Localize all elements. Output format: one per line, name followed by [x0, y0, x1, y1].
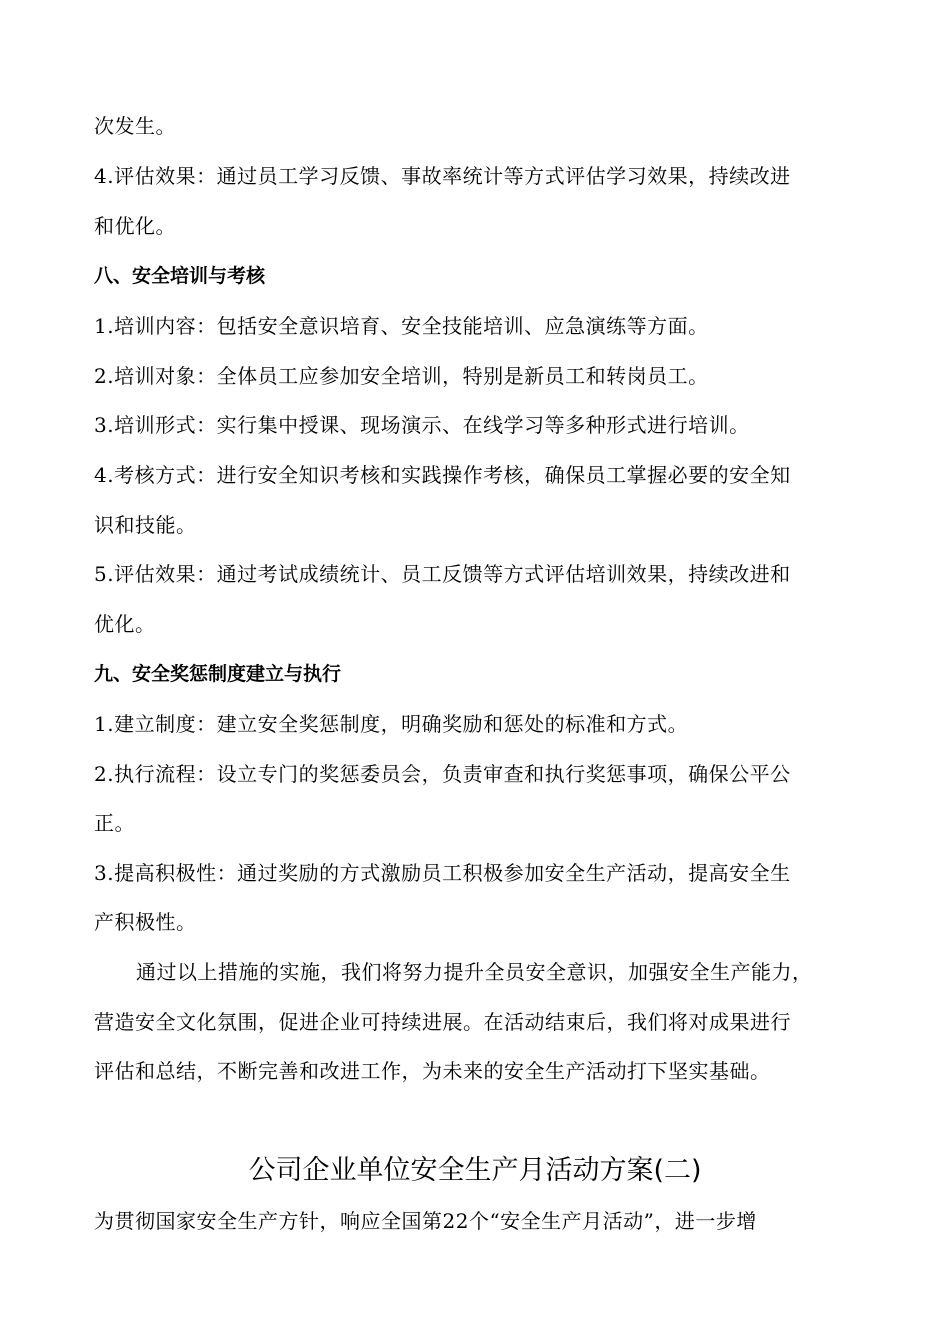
text-line: 2.培训对象：全体员工应参加安全培训，特别是新员工和转岗员工。	[94, 364, 709, 388]
text-line: 正。	[94, 811, 135, 835]
text-line: 3.培训形式：实行集中授课、现场演示、在线学习等多种形式进行培训。	[94, 413, 750, 437]
section-heading-9: 九、安全奖惩制度建立与执行	[94, 663, 342, 685]
text-line: 4.评估效果：通过员工学习反馈、事故率统计等方式评估学习效果，持续改进	[94, 164, 791, 188]
section-heading-8: 八、安全培训与考核	[94, 265, 266, 287]
text-line: 产积极性。	[94, 910, 197, 934]
document-title: 公司企业单位安全生产月活动方案(二)	[248, 1155, 702, 1186]
text-line: 1.培训内容：包括安全意识培育、安全技能培训、应急演练等方面。	[94, 314, 709, 338]
text-line: 1.建立制度：建立安全奖惩制度，明确奖励和惩处的标准和方式。	[94, 712, 689, 736]
text-line: 通过以上措施的实施，我们将努力提升全员安全意识，加强安全生产能力，	[136, 960, 813, 984]
text-line: 3.提高积极性：通过奖励的方式激励员工积极参加安全生产活动，提高安全生	[94, 861, 791, 885]
text-line: 优化。	[94, 612, 156, 636]
text-line: 营造安全文化氛围，促进企业可持续进展。在活动结束后，我们将对成果进行	[94, 1010, 791, 1034]
text-line: 识和技能。	[94, 513, 197, 537]
text-line: 5.评估效果：通过考试成绩统计、员工反馈等方式评估培训效果，持续改进和	[94, 562, 791, 586]
text-line: 为贯彻国家安全生产方针，响应全国第22个“安全生产月活动”，进一步增	[94, 1209, 757, 1233]
text-line: 次发生。	[94, 114, 176, 138]
text-line: 评估和总结，不断完善和改进工作，为未来的安全生产活动打下坚实基础。	[94, 1059, 771, 1083]
text-line: 2.执行流程：设立专门的奖惩委员会，负责审查和执行奖惩事项，确保公平公	[94, 762, 791, 786]
text-line: 4.考核方式：进行安全知识考核和实践操作考核，确保员工掌握必要的安全知	[94, 463, 791, 487]
text-line: 和优化。	[94, 214, 176, 238]
